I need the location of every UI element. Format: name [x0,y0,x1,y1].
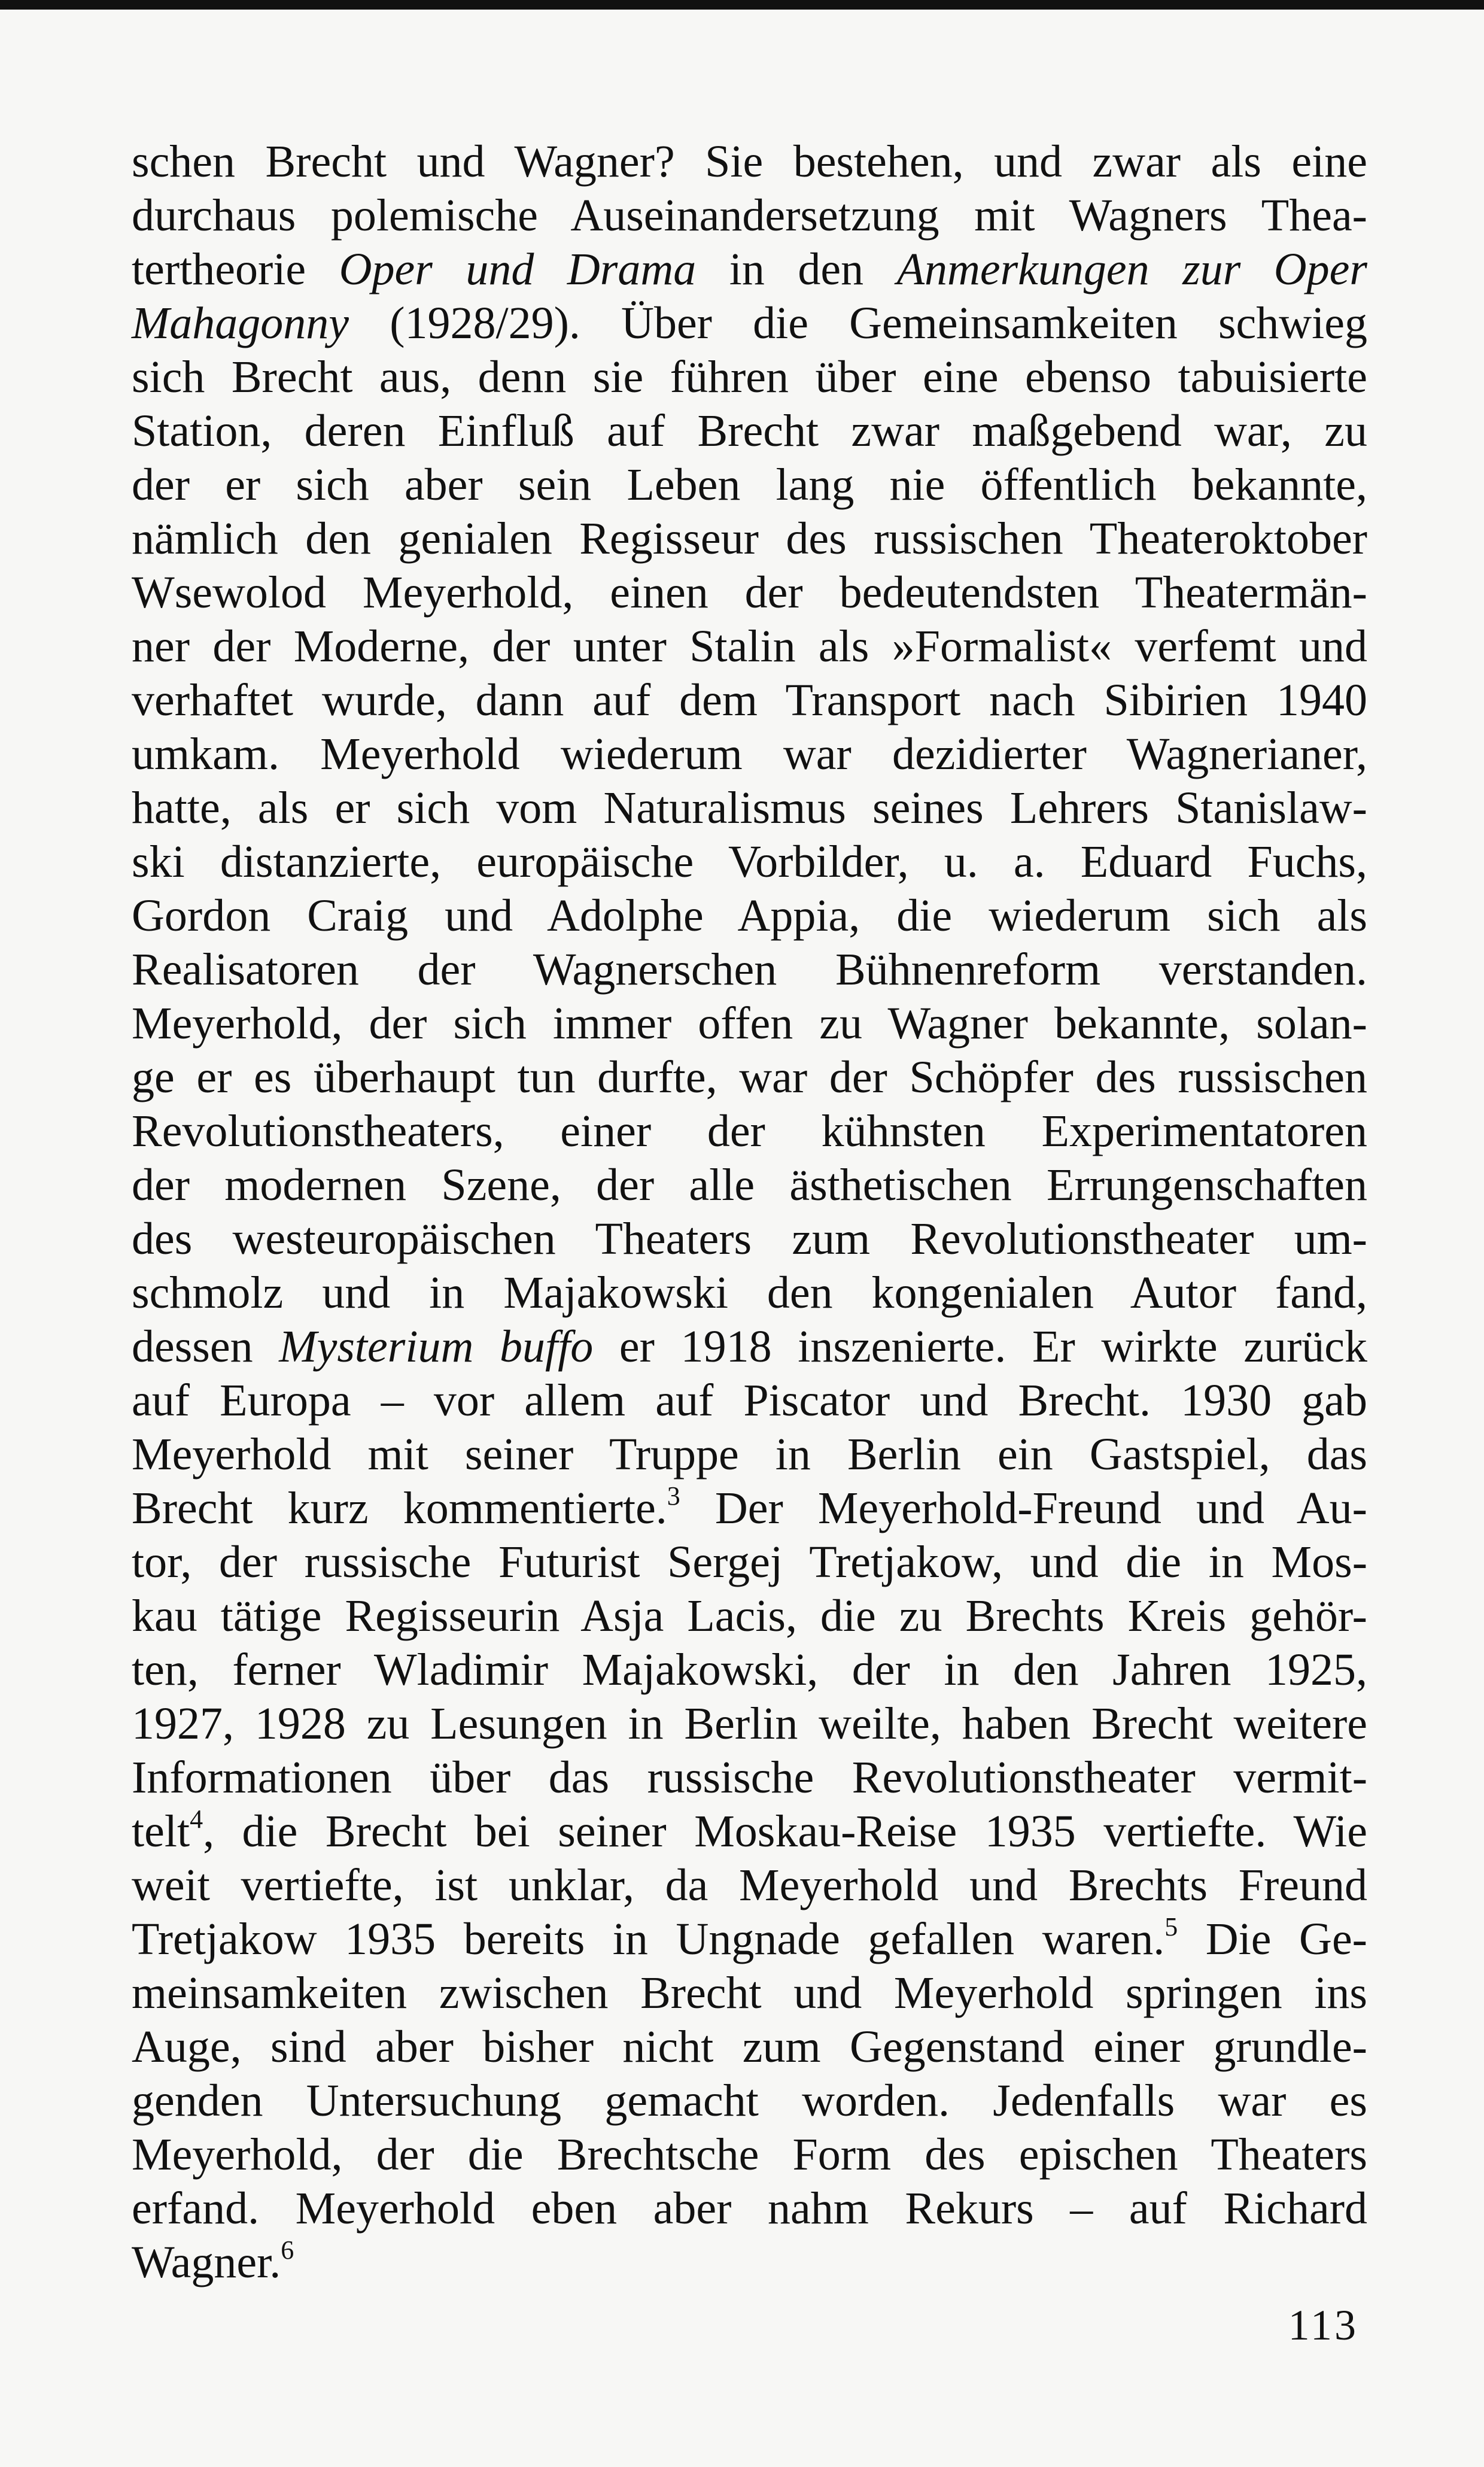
text-line: Realisatoren der Wagnerschen Bühnenreform verstanden. [132,944,1367,995]
text-line: Mahagonny (1928/29). Über die Gemeinsamkeiten schwieg [132,298,1367,348]
text-line: ten, ferner Wladimir Majakowski, der in den Jahren 1925, [132,1645,1367,1695]
text-line: durchaus polemische Auseinandersetzung mit Wagners Thea- [132,190,1367,241]
text-line: auf Europa – vor allem auf Piscator und Brecht. 1930 gab [132,1375,1367,1426]
text-line: erfand. Meyerhold eben aber nahm Rekurs – auf Richard [132,2183,1367,2234]
text-line: kau tätige Regisseurin Asja Lacis, die zu Brechts Kreis gehör- [132,1591,1367,1641]
text-line: verhaftet wurde, dann auf dem Transport nach Sibirien 1940 [132,675,1367,725]
text-line: 1927, 1928 zu Lesungen in Berlin weilte, haben Brecht weitere [132,1699,1367,1749]
text-line: schmolz und in Majakowski den kongenialen Autor fand, [132,1268,1367,1318]
text-line: Meyerhold, der sich immer offen zu Wagner bekannte, solan- [132,998,1367,1049]
text-line: ge er es überhaupt tun durfte, war der Schöpfer des russischen [132,1052,1367,1102]
text-line: Meyerhold mit seiner Truppe in Berlin ein Gastspiel, das [132,1429,1367,1479]
text-line: des westeuropäischen Theaters zum Revolutionstheater um- [132,1214,1367,1264]
text-line: telt$^4$, die Brecht bei seiner Moskau-Reise 1935 vertiefte. Wie [132,1804,1367,1857]
top-edge-rule [0,0,1484,10]
text-line: Wsewolod Meyerhold, einen der bedeutendsten Theatermän- [132,567,1367,618]
work-title: Oper und Drama [339,244,697,294]
work-title: Mysterium buffo [279,1321,594,1372]
text-line: weit vertiefte, ist unklar, da Meyerhold und Brechts Freund [132,1860,1367,1910]
footnote-marker: 4 [190,1804,203,1834]
text-line: Auge, sind aber bisher nicht zum Gegenstand einer grundle- [132,2022,1367,2072]
text-line: umkam. Meyerhold wiederum war dezidierter Wagnerianer, [132,729,1367,779]
text-line: meinsamkeiten zwischen Brecht und Meyerhold springen ins [132,1968,1367,2018]
text-line: ner der Moderne, der unter Stalin als »Formalist« verfemt und [132,621,1367,672]
text-line: Tretjakow 1935 bereits in Ungnade gefallen waren.$^5$ Die Ge- [132,1912,1367,1964]
footnote-marker: 3 [667,1481,680,1511]
text-line: dessen Mysterium buffo er 1918 inszenierte. Er wirkte zurück [132,1321,1367,1372]
page-number: 113 [1288,2301,1358,2349]
text-line: ski distanzierte, europäische Vorbilder, u. a. Eduard Fuchs, [132,837,1367,887]
text-line: tertheorie Oper und Drama in den Anmerkungen zur Oper [132,244,1367,294]
text-line: Station, deren Einfluß auf Brecht zwar maßgebend war, zu [132,406,1367,456]
text-line: tor, der russische Futurist Sergej Tretjakow, und die in Mos- [132,1537,1367,1587]
footnote-marker: 5 [1164,1912,1178,1942]
text-line: der modernen Szene, der alle ästhetischen Errungenschaften [132,1160,1367,1210]
text-line: schen Brecht und Wagner? Sie bestehen, und zwar als eine [132,136,1367,187]
text-line: hatte, als er sich vom Naturalismus seines Lehrers Stanislaw- [132,783,1367,833]
body-text [132,135,1367,2289]
text-line: der er sich aber sein Leben lang nie öffentlich bekannte, [132,460,1367,510]
text-line: Brecht kurz kommentierte.$^3$ Der Meyerhold-Freund und Au- [132,1481,1367,1533]
text-line: Meyerhold, der die Brechtsche Form des epischen Theaters [132,2129,1367,2180]
text-line: Gordon Craig und Adolphe Appia, die wiederum sich als [132,891,1367,941]
text-line: Wagner.$^6$ [132,2235,294,2287]
text-line: Informationen über das russische Revolutionstheater vermit- [132,1752,1367,1803]
work-title: Mahagonny [132,298,349,348]
text-line: Revolutionstheaters, einer der kühnsten Experimentatoren [132,1106,1367,1156]
footnote-marker: 6 [281,2235,294,2265]
text-line: sich Brecht aus, denn sie führen über eine ebenso tabuisierte [132,352,1367,402]
work-title: Anmerkungen zur Oper [896,244,1367,294]
text-line: nämlich den genialen Regisseur des russischen Theateroktober [132,514,1367,564]
text-line: genden Untersuchung gemacht worden. Jedenfalls war es [132,2076,1367,2126]
